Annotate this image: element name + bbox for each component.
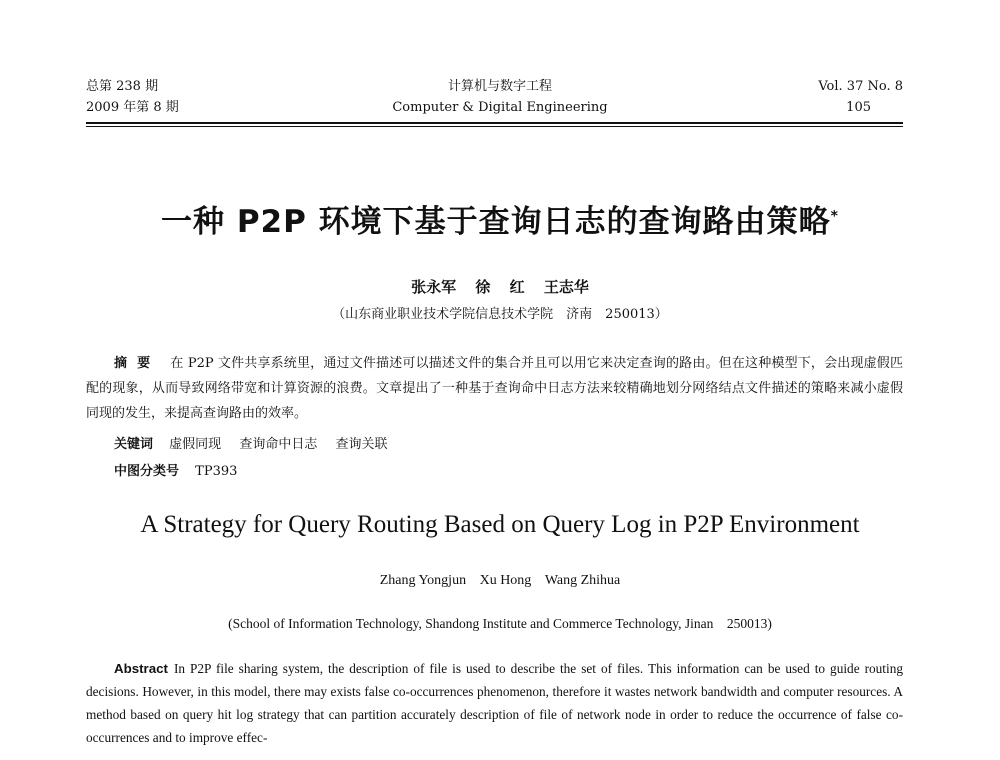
keywords-cn — [114, 433, 401, 452]
paper-title-en: A Strategy for Query Routing Based on Query Log in P2P Environment — [140, 511, 860, 538]
header-right — [818, 76, 903, 118]
header-rule-thin — [86, 126, 903, 127]
journal-name-cn: 计算机与数字工程 — [447, 79, 552, 94]
journal-name-en: Computer & Digital Engineering — [392, 100, 608, 115]
title-cn-text: 一种 P2P 环境下基于查询日志的查询路由策略 — [161, 204, 831, 240]
title-footnote-mark: * — [830, 208, 839, 225]
issue-year: 2009 年第 8 期 — [86, 100, 179, 115]
keyword-item: 查询关联 — [335, 437, 388, 452]
classification-number — [114, 460, 237, 479]
keywords-label: 关键词 — [114, 437, 154, 452]
authors-cn: 张永军 徐 红 王志华 — [411, 278, 589, 296]
keyword-item: 虚假同现 — [169, 437, 222, 452]
author-en: Zhang Yongjun — [379, 573, 467, 588]
header-rule-thick — [86, 122, 903, 124]
keyword-item: 查询命中日志 — [239, 437, 318, 452]
abstract-en — [86, 657, 903, 749]
clc-label: 中图分类号 — [114, 464, 180, 479]
affiliation-cn: （山东商业职业技术学院信息技术学院 济南 250013） — [332, 307, 668, 322]
abstract-cn-label: 摘要 — [114, 356, 161, 371]
abstract-cn — [86, 351, 903, 426]
issue-total: 总第 238 期 — [86, 79, 159, 94]
authors-en — [0, 573, 1000, 589]
author-en: Xu Hong — [479, 573, 532, 588]
affiliation-en: (School of Information Technology, Shandong Institute and Commerce Technology, Jinan 250013) — [228, 616, 772, 631]
paper-title-cn — [0, 196, 1000, 241]
abstract-cn-text: 在 P2P 文件共享系统里，通过文件描述可以描述文件的集合并且可以用它来决定查询的路由。但在这种模型下，会出现虚假匹配的现象，从而导致网络带宽和计算资源的浪费。文章提出了一种基于查询命中日志方法来较精确地划分网络结点文件描述的策略来减小虚假同现的发生，来提高查询路由的效率。 — [86, 356, 903, 421]
abstract-en-text: In P2P file sharing system, the description of file is used to describe the set of files. This information can be used to guide routing decisions. However, in this model, there may exists false co-occurrences phenomenon, therefore it wastes network bandwidth and computer resources. A method based on query hit log strategy that can partition accurately description of file of network node in order to reduce the occurrence of false co-occurrences and to improve effec- — [86, 661, 903, 745]
page-number: 105 — [846, 100, 871, 115]
volume-number: Vol. 37 No. 8 — [818, 79, 903, 94]
abstract-en-label: Abstract — [114, 661, 168, 676]
author-en: Wang Zhihua — [544, 573, 621, 588]
clc-value: TP393 — [195, 464, 238, 479]
